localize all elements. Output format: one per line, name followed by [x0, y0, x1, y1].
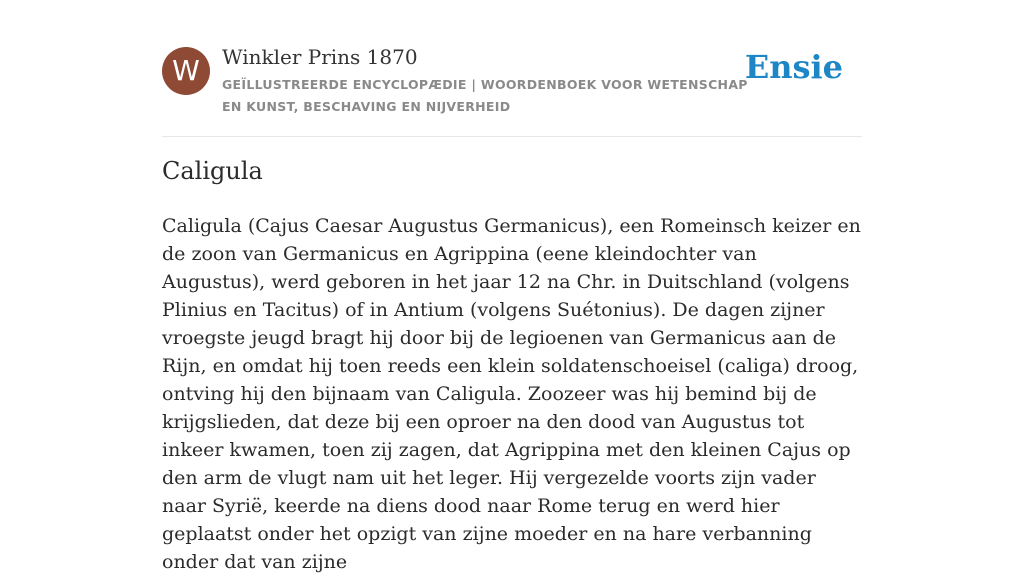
source-header	[162, 44, 862, 137]
article-title: Caligula	[162, 157, 263, 185]
source-subtitle: GEÏLLUSTREERDE ENCYCLOPÆDIE | WOORDENBOEK VOOR WETENSCHAP EN KUNST, BESCHAVING EN NIJVERHEID	[222, 77, 748, 114]
source-title[interactable]: Winkler Prins 1870	[222, 45, 418, 69]
ensie-logo[interactable]: Ensie	[744, 48, 843, 86]
source-avatar: W	[162, 47, 210, 95]
article-body: Caligula (Cajus Caesar Augustus Germanicus), een Romeinsch keizer en de zoon van Germanicus en Agrippina (eene kleindochter van Augustus), werd geboren in het jaar 12 na Chr. in Duitschland (volgens Plinius en Tacitus) of in Antium (volgens Suétonius). De dagen zijner vroegste jeugd bragt hij door bij de legioenen van Germanicus aan de Rijn, en omdat hij toen reeds een klein soldatenschoeisel (caliga) droog, ontving hij den bijnaam van Caligula. Zoozeer was hij bemind bij de krijgslieden, dat deze bij een oproer na den dood van Augustus tot inkeer kwamen, toen zij zagen, dat Agrippina met den kleinen Cajus op den arm de vlugt nam uit het leger. Hij vergezelde voorts zijn vader naar Syrië, keerde na diens dood naar Rome terug en werd hier geplaatst onder het opzigt van zijne moeder en na hare verbanning onder dat van zijne	[162, 215, 861, 573]
